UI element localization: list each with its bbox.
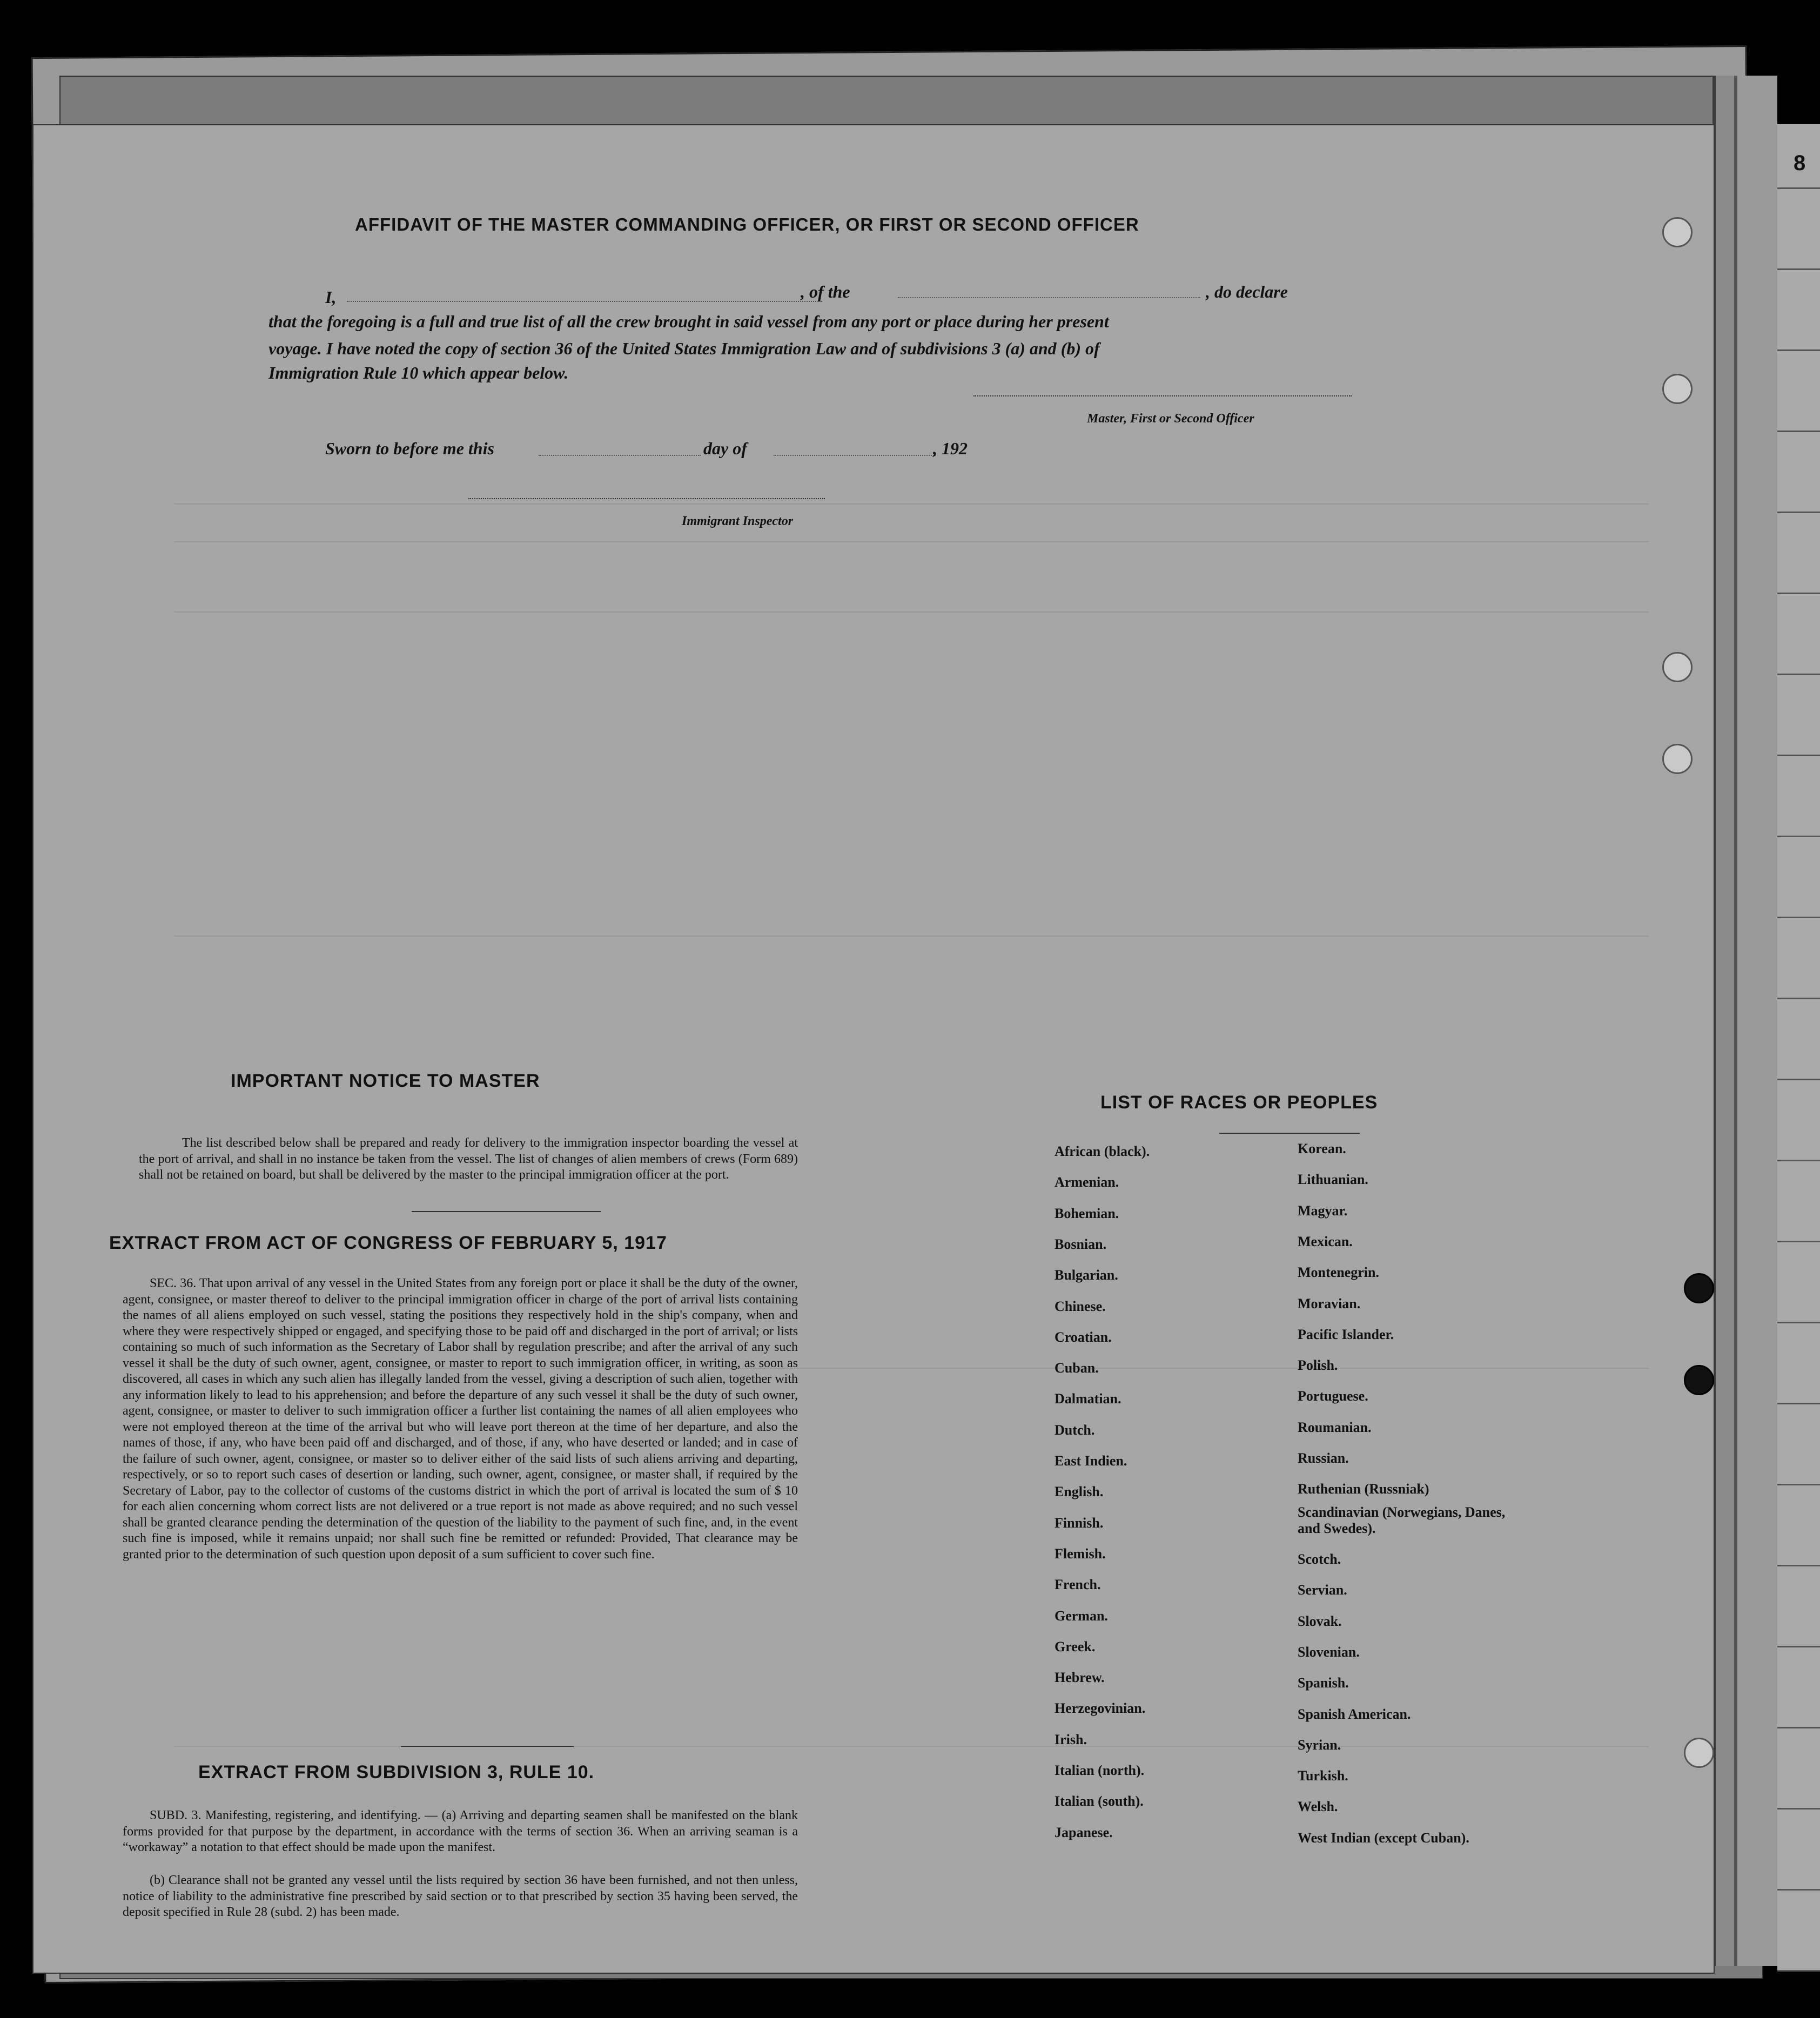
- inspector-signature-line[interactable]: [468, 498, 825, 499]
- race-item: Polish.: [1298, 1357, 1338, 1374]
- affidavit-title: AFFIDAVIT OF THE MASTER COMMANDING OFFICER, OR FIRST OR SECOND OFFICER: [355, 214, 1139, 234]
- ghost-rule: [174, 611, 1649, 613]
- race-item: Dutch.: [1055, 1422, 1095, 1438]
- ledger-grid-edge: [1777, 124, 1820, 1972]
- year-text: , 192: [933, 439, 968, 458]
- race-item: Roumanian.: [1298, 1419, 1372, 1435]
- divider: [1219, 1133, 1360, 1134]
- punch-hole: [1684, 1273, 1714, 1303]
- punch-hole: [1662, 652, 1693, 682]
- race-item: Irish.: [1055, 1731, 1087, 1747]
- punch-hole: [1662, 374, 1693, 404]
- ghost-rule: [174, 1746, 1649, 1747]
- race-item: Bosnian.: [1055, 1236, 1107, 1252]
- race-item: Scandinavian (Norwegians, Danes, and Swedes).: [1298, 1504, 1506, 1536]
- punch-hole: [1684, 1738, 1714, 1768]
- affidavit-declare: , do declare: [1206, 282, 1288, 301]
- ghost-rule: [174, 541, 1649, 542]
- race-item: Armenian.: [1055, 1174, 1119, 1190]
- race-item: Flemish.: [1055, 1545, 1106, 1562]
- officer-caption: Master, First or Second Officer: [1087, 412, 1254, 426]
- race-item: West Indian (except Cuban).: [1298, 1829, 1469, 1846]
- act-text: SEC. 36. That upon arrival of any vessel in the United States from any foreign port or place it shall be the duty of the owner, agent, consignee, or master thereof to deliver to the principal immigration officer in charge of the port of arrival lists containing the names of all aliens employed on such vessel, stating the positions they respectively hold in the ship's company, when and where they were respectively shipped or engaged, and specifying those to be paid off and discharged in the port of arrival; or lists containing so much of such information as the Secretary of Labor shall by regulation prescribe; and after the arrival of any such vessel it shall be the duty of such owner, agent, consignee, or master to report to such immigration officer, in writing, as soon as discovered, all cases in which any such alien has illegally landed from the vessel, giving a description of such alien, together with any information likely to lead to his apprehension; and before the departure of any such vessel it shall be the duty of such owner, agent, consignee, or master to deliver to such immigration officer a further list containing the names of all alien employees who were not employed thereon at the time of the arrival but who will leave port thereon at the time of her departure, and also the names of those, if any, who have been paid off and discharged, and of those, if any, who have deserted or landed; and in case of the failure of such owner, agent, consignee, or master so to deliver either of the said lists of such aliens arriving and departing, respectively, or so to report such cases of desertion or landing, such owner, agent, consignee, or master shall, if required by the Secretary of Labor, pay to the collector of customs of the customs district in which the port of arrival is located the sum of $ 10 for each alien concerning whom correct lists are not delivered or a true report is not made as above required; and no such vessel shall be granted clearance pending the determination of the question of the liability to the payment of such fine, and, in the event such fine is imposed, while it remains unpaid; nor shall such fine be remitted or refunded: Provided, That clearance may be granted prior to the determination of such question upon deposit of a sum sufficient to cover such fine.: [123, 1276, 798, 1562]
- race-item: Greek.: [1055, 1638, 1096, 1654]
- race-item: African (black).: [1055, 1143, 1150, 1159]
- race-item: Welsh.: [1298, 1799, 1338, 1815]
- race-item: Mexican.: [1298, 1233, 1353, 1249]
- day-of-text: day of: [703, 439, 747, 458]
- inspector-caption: Immigrant Inspector: [682, 514, 794, 528]
- race-item: Croatian.: [1055, 1329, 1112, 1345]
- race-item: Japanese.: [1055, 1824, 1113, 1840]
- divider: [401, 1746, 574, 1747]
- race-item: Hebrew.: [1055, 1670, 1105, 1686]
- rule-title: EXTRACT FROM SUBDIVISION 3, RULE 10.: [198, 1762, 595, 1782]
- notice-title: IMPORTANT NOTICE TO MASTER: [231, 1071, 540, 1091]
- rule-text-b: (b) Clearance shall not be granted any vessel until the lists required by section 36 have been furnished, and not then unless, notice of liability to the administrative fine prescribed by said section or to that prescribed by section 35 having been served, the deposit specified in Rule 28 (subd. 2) has been made.: [123, 1873, 798, 1919]
- race-item: Magyar.: [1298, 1202, 1348, 1219]
- affidavit-line2: voyage. I have noted the copy of section 36 of the United States Immigration Law and of subdivisions 3 (a) and (b) of: [268, 339, 1100, 358]
- race-item: Slovak.: [1298, 1613, 1342, 1629]
- edge-mark-top: 8: [1794, 151, 1806, 175]
- race-item: Syrian.: [1298, 1737, 1341, 1753]
- race-item: Italian (north).: [1055, 1763, 1145, 1778]
- race-item: Moravian.: [1298, 1295, 1361, 1311]
- races-title: LIST OF RACES OR PEOPLES: [1100, 1092, 1378, 1113]
- race-item: East Indien.: [1055, 1453, 1127, 1469]
- race-item: Pacific Islander.: [1298, 1326, 1394, 1342]
- notice-text: The list described below shall be prepared and ready for delivery to the immigration inspector boarding the vessel at the port of arrival, and shall in no instance be taken from the vessel. The list of changes of alien members of crews (Form 689) shall not be retained on board, but shall be delivered by the master to the principal immigration officer at the port.: [139, 1136, 798, 1182]
- rule-text-a: SUBD. 3. Manifesting, registering, and identifying. — (a) Arriving and departing seamen shall be manifested on the blank forms provided for that purpose by the department, in accordance with the terms of section 36. When an arriving seaman is a “workaway” a notation to that effect should be made upon the manifest.: [123, 1808, 798, 1854]
- punch-hole: [1662, 744, 1693, 774]
- race-item: Montenegrin.: [1298, 1264, 1379, 1281]
- affidavit-line1: that the foregoing is a full and true list of all the crew brought in said vessel from any port or place during her present: [268, 312, 1109, 331]
- race-item: German.: [1055, 1607, 1108, 1624]
- act-title: EXTRACT FROM ACT OF CONGRESS OF FEBRUARY 5, 1917: [109, 1233, 667, 1253]
- race-item: Turkish.: [1298, 1768, 1348, 1784]
- sworn-day-blank[interactable]: [539, 455, 701, 456]
- race-item: Bohemian.: [1055, 1205, 1119, 1221]
- document-page: [32, 124, 1715, 1974]
- race-item: Lithuanian.: [1298, 1172, 1368, 1188]
- affidavit-line3: Immigration Rule 10 which appear below.: [268, 363, 569, 382]
- stacked-page-edges: [1712, 76, 1777, 1966]
- race-item: Slovenian.: [1298, 1644, 1360, 1660]
- race-item: Spanish American.: [1298, 1706, 1411, 1722]
- race-item: Italian (south).: [1055, 1793, 1144, 1810]
- race-item: Scotch.: [1298, 1551, 1341, 1567]
- race-item: Spanish.: [1298, 1675, 1349, 1691]
- ghost-rule: [174, 503, 1649, 504]
- vessel-blank[interactable]: [898, 297, 1200, 298]
- race-item: Portuguese.: [1298, 1388, 1368, 1404]
- ghost-rule: [174, 936, 1649, 937]
- sworn-text: Sworn to before me this: [325, 439, 494, 458]
- punch-hole: [1662, 217, 1693, 247]
- race-item: Korean.: [1298, 1141, 1346, 1156]
- sworn-month-blank[interactable]: [774, 455, 936, 456]
- race-item: Russian.: [1298, 1450, 1349, 1466]
- name-blank[interactable]: [347, 301, 822, 302]
- race-item: French.: [1055, 1577, 1101, 1593]
- affidavit-of-the: , of the: [801, 282, 850, 301]
- divider: [412, 1211, 601, 1212]
- race-item: Servian.: [1298, 1582, 1347, 1598]
- affidavit-i: I,: [325, 287, 337, 307]
- race-item: Herzegovinian.: [1055, 1700, 1146, 1717]
- race-item: Ruthenian (Russniak): [1298, 1481, 1429, 1497]
- race-item: Bulgarian.: [1055, 1267, 1118, 1283]
- race-item: Dalmatian.: [1055, 1391, 1121, 1407]
- race-item: English.: [1055, 1484, 1104, 1500]
- officer-signature-line[interactable]: [973, 395, 1352, 396]
- race-item: Finnish.: [1055, 1515, 1104, 1531]
- race-item: Cuban.: [1055, 1360, 1099, 1376]
- punch-hole: [1684, 1365, 1714, 1395]
- race-item: Chinese.: [1055, 1298, 1106, 1314]
